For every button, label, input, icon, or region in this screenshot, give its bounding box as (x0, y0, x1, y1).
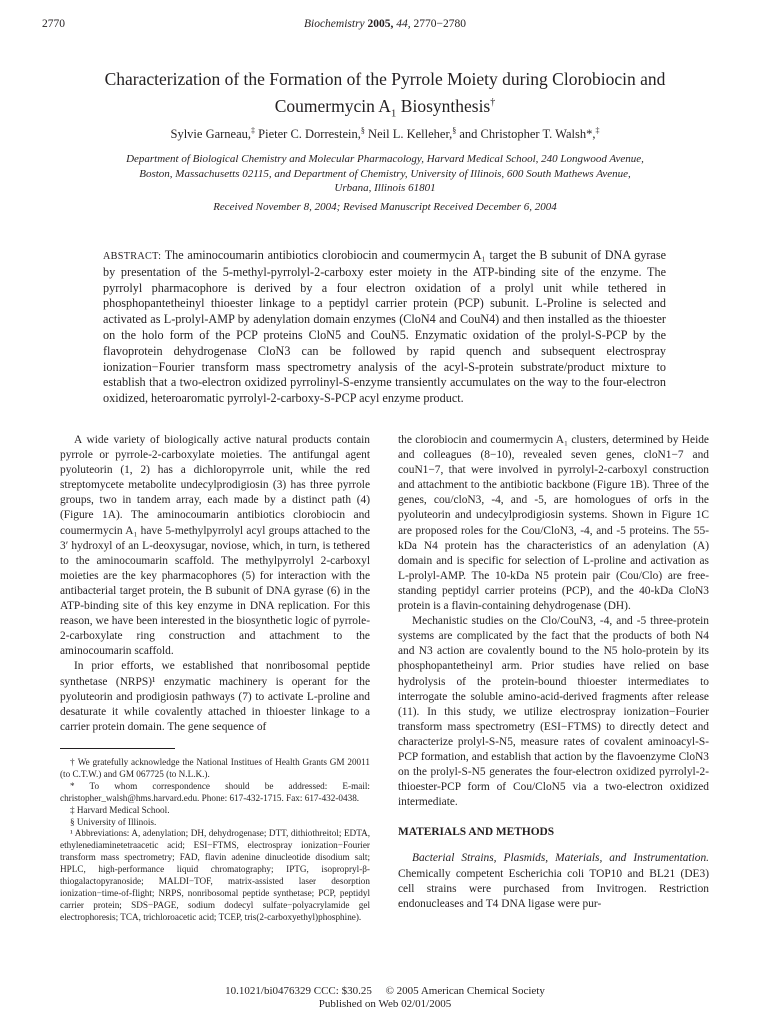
methods-paragraph-1 (398, 851, 709, 911)
abstract (103, 248, 666, 407)
footer-published: Published on Web 02/01/2005 (318, 998, 452, 1010)
author-3-mark: § (452, 126, 457, 135)
author-3: Neil L. Kelleher, (364, 127, 453, 142)
received-dates: Received November 8, 2004; Revised Manuscript Received December 6, 2004 (213, 201, 557, 213)
footnotes (60, 757, 370, 924)
intro-paragraph-1: A wide variety of biologically active natural products contain pyrrole or pyrrole-2-carboxylate moieties. The antifungal agent pyoluteorin (1, 2) has a dichloropyrrole unit, while the red streptomycete metabolite undecylprodigiosin (3) has three pyrrole groups, two in tandem array, each made by a distinct path (4) (Figure 1A). The aminocoumarin antibiotics clorobiocin and coumermycin A₁ have 5-methylpyrrolyl acyl groups attached to the 3′ hydroxyl of an L-deoxysugar, noviose, which, in turn, is tethered to the aminocoumarin scaffold. The methylpyrrolyl 2-carboxyl moieties are the key pharmacophores (5) for interaction with the antibacterial target protein, the B subunit of DNA gyrase (6) in the ATP-binding site of this key enzyme in DNA replication. For this reason, we have been interested in the biosynthetic logic of pyrrole-2-carboxylate ring construction and attachment to the aminocoumarin scaffold. (60, 434, 370, 658)
title-line-2 (60, 91, 710, 125)
right-column (398, 433, 709, 912)
author-2: Pieter C. Dorrestein, (255, 127, 361, 142)
footnote-correspondence: * To whom correspondence should be addressed: E-mail: christopher_walsh@hms.harvard.edu. Phone: 617-432-1715. Fax: 617-432-0438. (60, 780, 370, 803)
article-title (60, 68, 710, 125)
journal-pages: 2770−2780 (413, 18, 467, 30)
footnote-illinois: § University of Illinois. (70, 816, 157, 827)
affiliation-line-2: Boston, Massachusetts 02115, and Department of Chemistry, University of Illinois, 600 South Mathews Avenue, (139, 167, 631, 180)
section-heading-methods: MATERIALS AND METHODS (398, 826, 555, 839)
author-1: Sylvie Garneau, (170, 127, 252, 142)
page-number: 2770 (42, 18, 65, 30)
methods-subsection-text: Chemically competent Escherichia coli TOP10 and BL21 (DE3) cell strains were purchased from Invitrogen. Restriction endonucleases and T4 DNA ligase were pur- (398, 867, 709, 910)
author-2-mark: § (360, 126, 365, 135)
intro-paragraph-3: the clorobiocin and coumermycin A₁ clusters, determined by Heide and colleagues (8−10), revealed seven genes, cloN1−7 and couN1−7, that were involved in pyrrolyl-2-carboxyl construction and attachment to the antibiotic backbone (Figure 1B). Three of the genes, cou/cloN3, -4, and -5, are homologues of orfs in the pyoluteorin and undecylprodigiosin systems. Shown in Figure 1C are proposed roles for the Cou/CloN3, -4, and -5 proteins. The 55-kDa N4 protein has the characteristics of an adenylation (A) domain and is specific for selection of L-proline and activation as L-prolyl-AMP. The 10-kDa N5 protein pair (Cou/Clo) are free-standing peptidyl carrier proteins (PCP), and the 40-kDa CloN3 protein is a flavin-containing dehydrogenase (DH). (398, 434, 709, 613)
abstract-text: The aminocoumarin antibiotics clorobiocin and coumermycin A₁ target the B subunit of DNA gyrase by presentation of the 5-methyl-pyrrolyl-2-carboxy ester moiety in the ATP-binding site of the enzyme. The pyrrolyl pharmacophore is derived by a four electron oxidation of a prolyl unit while tethered in phosphopantetheinyl thioester linkage to a peptidyl carrier protein (PCP) subunit. L-Proline is selected and activated as L-prolyl-AMP by adenylation domain enzymes (CloN4 and CouN4) and then installed as the thioester on the holo form of the PCP proteins CloN5 and CouN5. Enzymatic oxidation of the prolyl-S-PCP by the flavoprotein dehydrogenase CloN3 can be followed by rapid quench and subsequent electrospray ionization−Fourier transform mass spectrometry analysis of the acyl-S-protein substrate/product mixture to establish that a two-electron oxidized pyrrolinyl-S-enzyme transiently accumulates on the way to the four-electron oxidized, heteroaromatic pyrrolyl-2-carboxy-S-PCP acyl enzyme product. (103, 248, 666, 406)
author-4: and Christopher T. Walsh*, (456, 127, 596, 142)
footnote-funding: † We gratefully acknowledge the National Institues of Health Grants GM 20011 (to C.T.W.) and GM 067725 (to N.L.K.). (60, 757, 370, 779)
methods-subsection-title: Bacterial Strains, Plasmids, Materials, and Instrumentation. (412, 852, 709, 865)
page-footer (0, 985, 770, 1011)
footnote-harvard: ‡ Harvard Medical School. (70, 804, 170, 815)
affiliation-line-3: Urbana, Illinois 61801 (334, 182, 436, 194)
journal-year: 2005, (367, 18, 394, 30)
title-line-2-text: Coumermycin A (274, 95, 391, 116)
journal-volume: 44, (396, 18, 411, 30)
affiliations (70, 152, 700, 196)
author-list (40, 126, 730, 142)
footer-doi: 10.1021/bi0476329 CCC: $30.25 © 2005 American Chemical Society (225, 985, 545, 997)
left-column (60, 433, 370, 735)
author-1-mark: ‡ (251, 126, 256, 135)
abstract-label: ABSTRACT: (103, 251, 162, 262)
title-footnote-mark: † (490, 97, 496, 108)
footnote-divider (60, 748, 175, 749)
title-line-2-end: Biosynthesis (396, 95, 491, 116)
journal-name: Biochemistry (303, 18, 365, 30)
footnote-abbreviations: ¹ Abbreviations: A, adenylation; DH, dehydrogenase; DTT, dithiothreitol; EDTA, ethylenediaminetetraacetic acid; ESI−FTMS, electrospray ionization−Fourier transform mass spectrometry; FAD, flavin adenine dinucleotide disodium salt; HPLC, high-performance liquid chromatography; IPTG, isopropryl-β-thiogalactopyranoside; MALDI−TOF, matrix-assisted laser desorption ionization−time-of-flight; NRPS, nonribosomal peptide synthetase; PCP, peptidyl carrier protein; SDS−PAGE, sodium dodecyl sulfate−polyacrylamide gel electrophoresis; TCA, trichloroacetic acid; TCEP, tris(2-carboxyethyl)phosphine). (60, 828, 370, 922)
title-subscript: 1 (390, 107, 397, 120)
affiliation-line-1: Department of Biological Chemistry and Molecular Pharmacology, Harvard Medical School, 240 Longwood Avenue, (126, 153, 644, 165)
author-4-mark: ‡ (595, 126, 600, 135)
intro-paragraph-4: Mechanistic studies on the Clo/CouN3, -4, and -5 three-protein systems are complicated by the fact that the products of both N4 and N3 action are covalently bound to the N5 holo-protein by its phosphopantetheinyl arm. Prior studies have relied on base hydrolysis of the protein-bound thioester intermediates to interrogate the soluble amino-acid-derived fragments after release (11). In this study, we utilize electrospray ionization−Fourier transform mass spectrometry (ESI−FTMS) to directly detect and characterize prolyl-S-N5, measure rates of covalent aminoacyl-S-PCP formation, and establish that action by the flavoenzyme CloN3 on the prolyl-S-N5 generates the four-electron oxidized pyrrolyl-2-thioester-PCP form of Cou/CloN5 via a two-electron oxidized intermediate. (398, 615, 709, 809)
journal-citation (0, 18, 770, 30)
title-line-1: Characterization of the Formation of the Pyrrole Moiety during Clorobiocin and (104, 69, 666, 89)
intro-paragraph-2: In prior efforts, we established that nonribosomal peptide synthetase (NRPS)¹ enzymatic machinery is operant for the pyoluteorin and prodigiosin pathways (7) to activate L-proline and desaturate it while covalently attached in thioester linkage to a carrier protein domain. The gene sequence of (60, 660, 370, 733)
